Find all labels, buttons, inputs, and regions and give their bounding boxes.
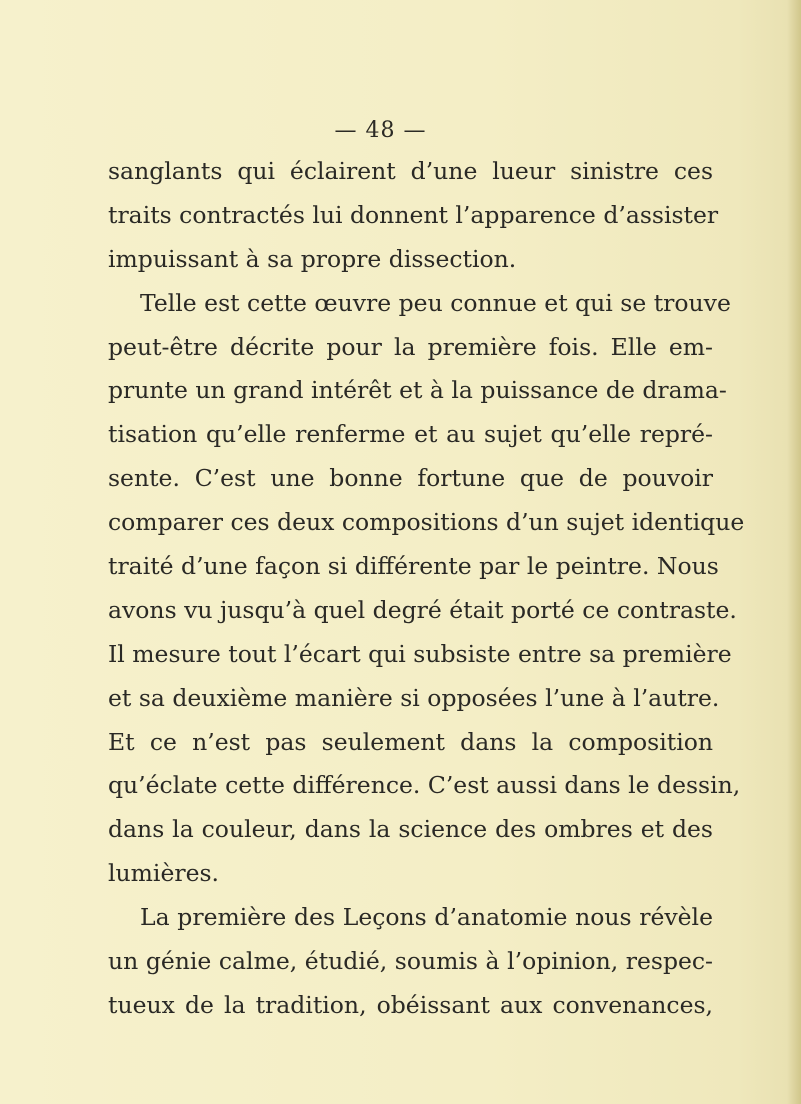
text-line: comparer ces deux compositions d’un sujet identique	[108, 508, 745, 537]
text-line: lumières.	[108, 859, 220, 888]
text-line: Telle est cette œuvre peu connue et qui se trouve	[140, 288, 731, 317]
text-line: un génie calme, étudié, soumis à l’opinion, respec-	[108, 947, 713, 976]
text-line: qu’éclate cette différence. C’est aussi dans le dessin,	[108, 771, 741, 800]
text-line: traits contractés lui donnent l’apparence d’assister	[108, 200, 719, 229]
text-line: avons vu jusqu’à quel degré était porté ce contraste.	[108, 595, 737, 624]
text-line: tueux de la tradition, obéissant aux convenances,	[108, 990, 713, 1019]
text-line: impuissant à sa propre dissection.	[108, 244, 517, 273]
text-line: Il mesure tout l’écart qui subsiste entre sa première	[108, 639, 732, 668]
text-line: tisation qu’elle renferme et au sujet qu’elle repré-	[108, 420, 713, 449]
page-edge-shadow	[787, 0, 801, 1104]
text-line: peut-être décrite pour la première fois. Elle em-	[108, 332, 713, 361]
page-number-header: — 48 —	[334, 118, 427, 143]
text-line: Et ce n’est pas seulement dans la composition	[108, 727, 713, 756]
text-line: La première des Leçons d’anatomie nous révèle	[140, 903, 713, 932]
text-line: prunte un grand intérêt et à la puissance de drama-	[108, 376, 727, 405]
text-line: et sa deuxième manière si opposées l’une à l’autre.	[108, 683, 720, 712]
text-line: sente. C’est une bonne fortune que de pouvoir	[108, 464, 713, 493]
text-line: traité d’une façon si différente par le peintre. Nous	[108, 552, 719, 581]
text-line: dans la couleur, dans la science des ombres et des	[108, 815, 713, 844]
body-text	[108, 150, 745, 1028]
text-line: sanglants qui éclairent d’une lueur sinistre ces	[108, 157, 713, 185]
